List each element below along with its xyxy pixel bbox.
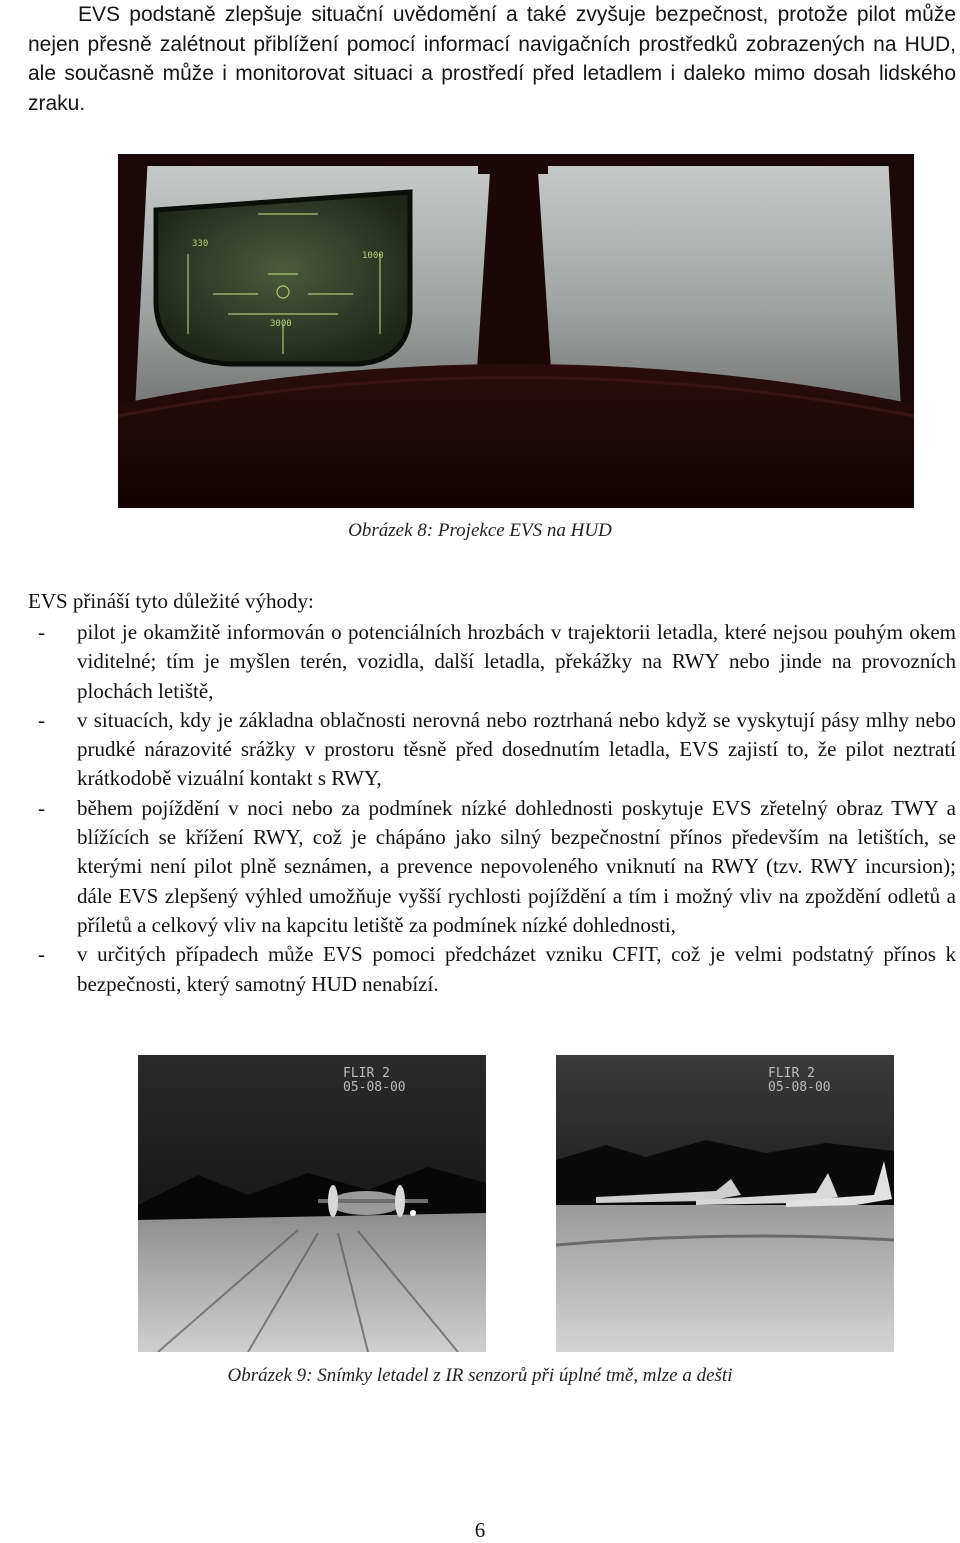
list-item-text: pilot je okamžitě informován o potenciálních hrozbách v trajektorii letadla, které nejsou pouhým okem viditelné; tím je myšlen terén, vozidla, další letadla, překážky na RWY nebo jinde na provozních plochách letiště, — [77, 620, 956, 703]
list-item-text: v určitých případech může EVS pomoci předcházet vzniku CFIT, což je velmi podstatný přínos k bezpečnosti, který samotný HUD nenabízí. — [77, 942, 956, 996]
hud-readout-top-left: 330 — [192, 239, 209, 249]
list-bullet: - — [38, 620, 45, 644]
list-bullet: - — [38, 707, 45, 732]
intro-paragraph: EVS podstaně zlepšuje situační uvědomění a také zvyšuje bezpečnost, protože pilot může nejen přesně zalétnout přiblížení pomocí informací navigačních prostředků zobrazených na HUD, ale současně může i monitorovat situaci a prostředí před letadlem i daleko mimo dosah lidského zraku. — [28, 3, 956, 115]
figure-8-caption: Obrázek 8: Projekce EVS na HUD — [348, 520, 612, 541]
figure-8-hud-image — [118, 154, 914, 508]
hud-readout-top-right: 1000 — [362, 251, 384, 261]
ir-overlay-left-line2: 05-08-00 — [343, 1080, 406, 1095]
figure-9-caption: Obrázek 9: Snímky letadel z IR senzorů při úplné tmě, mlze a dešti — [227, 1365, 733, 1386]
hud-readout-bottom: 3000 — [270, 319, 292, 329]
list-bullet: - — [38, 942, 45, 967]
list-item — [28, 706, 956, 794]
list-item-text: v situacích, kdy je základna oblačnosti nerovná nebo roztrhaná nebo když se vyskytují pásy mlhy nebo prudké nárazovité srážky v prostoru těsně před dosednutím letadla, EVS zajistí to, že pilot neztratí krátkodobě vizuální kontakt s RWY, — [77, 707, 956, 791]
list-item — [28, 794, 956, 940]
advantages-list — [28, 618, 956, 999]
figure-9-ir-image-left — [138, 1055, 486, 1352]
ir-overlay-right-line2: 05-08-00 — [768, 1080, 831, 1095]
list-item-text: během pojíždění v noci nebo za podmínek nízké dohlednosti poskytuje EVS zřetelný obraz TWY a blížících se křížení RWY, což je chápáno jako silný bezpečnostní přínos především na letištích, se kterými není pilot plně seznámen, a prevence nepovoleného vniknutí na RWY (tzv. RWY incursion); dále EVS zlepšený výhled umožňuje vyšší rychlosti pojíždění a tím i možný vliv na zpoždění odletů a příletů a celkový vliv na kapcitu letiště za podmínek nízké dohlednosti, — [77, 795, 956, 937]
list-item — [28, 940, 956, 999]
list-item — [28, 618, 956, 706]
advantages-heading: EVS přináší tyto důležité výhody: — [28, 589, 314, 613]
ir-overlay-left-line1: FLIR 2 — [343, 1066, 390, 1081]
list-bullet: - — [38, 795, 45, 820]
page-number: 6 — [474, 1518, 486, 1542]
ir-overlay-right-line1: FLIR 2 — [768, 1066, 815, 1081]
figure-9-ir-image-right — [556, 1055, 894, 1352]
